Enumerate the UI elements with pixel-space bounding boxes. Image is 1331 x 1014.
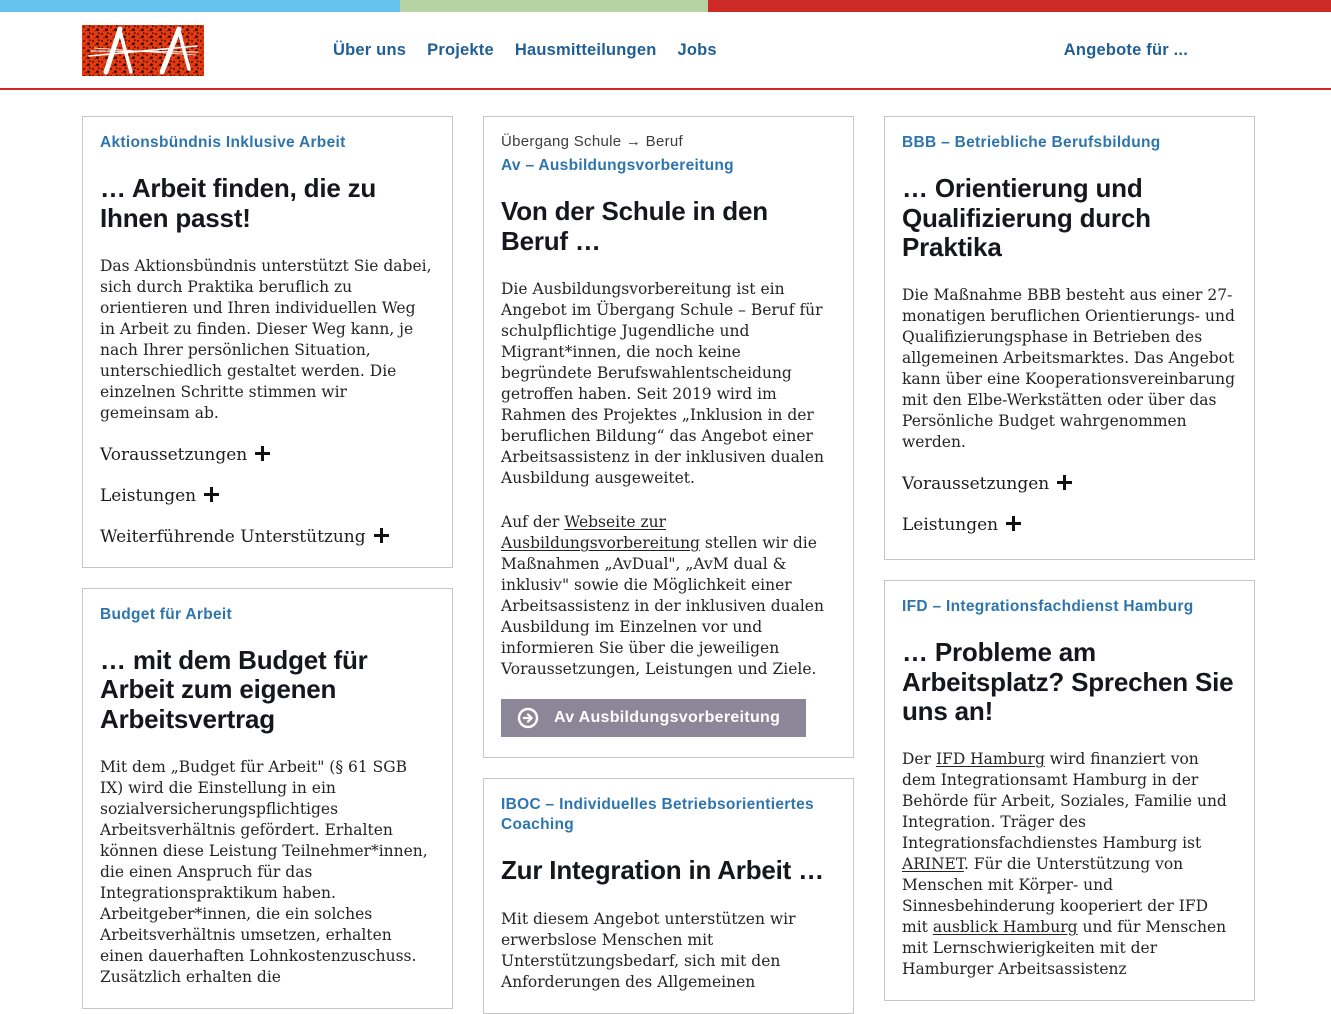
topbar-segment-red <box>708 0 1331 12</box>
accordion-toggle[interactable] <box>100 445 434 465</box>
text-run: Das Aktionsbündnis unterstützt Sie dabei, sich durch Praktika beruflich zu orientieren und Ihren individuellen Weg in Arbeit zu finden. Dieser Weg kann, je nach Ihrer persönlichen Situation, unterschiedlich gestaltet werden. Die einzelnen Schritte stimmen wir gemeinsam ab. <box>100 256 432 422</box>
card-title: BBB – Betriebliche Berufsbildung <box>902 134 1161 151</box>
program-card <box>483 778 854 1014</box>
card-kicker: Übergang Schule → Beruf <box>501 133 683 150</box>
card-column-middle <box>483 116 854 1014</box>
top-color-bar <box>0 0 1331 12</box>
accordion-list <box>100 445 434 547</box>
accordion-toggle[interactable] <box>902 474 1236 494</box>
text-run: . Für die Unterstützung von Menschen mit Körper- und Sinnesbehinderung kooperiert der IFD mit <box>902 855 1208 937</box>
plus-icon <box>204 487 219 502</box>
accordion-toggle[interactable] <box>100 486 434 506</box>
topbar-segment-blue <box>0 0 400 12</box>
cta-button[interactable] <box>501 699 806 737</box>
accordion-toggle[interactable] <box>100 527 434 547</box>
inline-link[interactable]: ARINET <box>902 855 964 874</box>
plus-icon <box>1006 516 1021 531</box>
arrow-circle-icon <box>517 707 539 729</box>
program-card <box>82 588 453 1009</box>
cta-label: Av Ausbildungsvorbereitung <box>554 708 781 726</box>
accordion-label: Voraussetzungen <box>902 474 1050 495</box>
nav-item-projekte[interactable]: Projekte <box>427 40 494 59</box>
plus-icon <box>374 528 389 543</box>
card-heading: Von der Schule in den Beruf … <box>501 196 768 256</box>
site-header <box>0 12 1331 90</box>
card-paragraph <box>902 749 1236 980</box>
card-column-left <box>82 116 453 1009</box>
card-paragraph <box>501 279 835 489</box>
nav-item-ueber-uns[interactable]: Über uns <box>333 40 407 59</box>
text-run: Die Ausbildungsvorbereitung ist ein Angebot im Übergang Schule – Beruf für schulpflichtige Jugendliche und Migrant*innen, die noch keine begründete Berufswahlentscheidung getroffen haben. Seit 2019 wird im Rahmen des Projektes „Inklusion in der beruflichen Bildung“ das Angebot einer Arbeitsassistenz in der inklusiven dualen Ausbildung ausgeweitet. <box>501 279 824 487</box>
card-heading: … Arbeit finden, die zu Ihnen passt! <box>100 173 377 233</box>
plus-icon <box>255 446 270 461</box>
card-heading: … Probleme am Arbeitsplatz? Sprechen Sie uns an! <box>902 637 1234 726</box>
accordion-label: Leistungen <box>902 515 999 536</box>
card-heading: Zur Integration in Arbeit … <box>501 855 824 886</box>
inline-link[interactable]: Webseite zur Ausbildungsvorbereitung <box>501 512 700 552</box>
card-column-right <box>884 116 1255 1001</box>
text-run: Die Maßnahme BBB besteht aus einer 27-monatigen beruflichen Orientierungs- und Qualifizierungsphase in Betrieben des allgemeinen Arbeitsmarktes. Das Angebot kann über eine Kooperationsvereinbarung mit den Elbe-Werkstätten oder über das Persönliche Budget wahrgenommen werden. <box>902 286 1236 452</box>
card-title: Budget für Arbeit <box>100 605 232 623</box>
text-run: und für Menschen mit Lernschwierigkeiten mit der Hamburger Arbeitsassistenz <box>902 918 1227 979</box>
accordion-list <box>902 474 1236 535</box>
card-heading: … mit dem Budget für Arbeit zum eigenen Arbeitsvertrag <box>100 645 368 734</box>
text-run: Der <box>902 750 936 769</box>
accordion-label: Weiterführende Unterstützung <box>100 526 366 547</box>
text-run: wird finanziert von dem Integrationsamt Hamburg in der Behörde für Arbeit, Soziales, Familie und Integration. Träger des Integrationsfachdienstes Hamburg ist <box>902 750 1227 853</box>
program-card <box>884 116 1255 560</box>
card-title: Av – Ausbildungsvorbereitung <box>501 157 734 174</box>
text-run: Mit dem „Budget für Arbeit" (§ 61 SGB IX) wird die Einstellung in ein sozialversicherungspflichtiges Arbeitsverhältnis gefördert. Erhalten können diese Leistung Teilnehmer*innen, die einen Anspruch für das Integrationspraktikum haben. Arbeitgeber*innen, die ein solches Arbeitsverhältnis umsetzen, erhalten einen dauerhaften Lohnkostenzuschuss. Zusätzlich erhalten die <box>100 758 428 987</box>
card-paragraph <box>100 256 434 424</box>
card-paragraph <box>902 285 1236 453</box>
main-nav <box>333 41 717 60</box>
text-run: stellen wir die Maßnahmen „AvDual", „AvM dual & inklusiv" sowie die Möglichkeit einer Arbeitsassistenz in der inklusiven dualen Ausbildung im Einzelnen vor und informieren Sie über die jeweiligen Voraussetzungen, Leistungen und Ziele. <box>501 533 824 678</box>
accordion-label: Voraussetzungen <box>100 444 248 465</box>
accordion-label: Leistungen <box>100 485 197 506</box>
program-card <box>884 580 1255 1001</box>
card-grid <box>0 90 1331 1014</box>
nav-item-hausmitteilungen[interactable]: Hausmitteilungen <box>514 40 657 59</box>
site-logo[interactable] <box>82 25 204 76</box>
program-card <box>483 116 854 758</box>
inline-link[interactable]: ausblick Hamburg <box>932 918 1078 937</box>
card-title: IFD – Integrationsfachdienst Hamburg <box>902 598 1194 615</box>
card-paragraph <box>501 909 835 993</box>
card-paragraph <box>501 512 835 680</box>
text-run: Mit diesem Angebot unterstützen wir erwerbslose Menschen mit Unterstützungsbedarf, sich mit den Anforderungen des Allgemeinen <box>501 909 796 991</box>
plus-icon <box>1057 475 1072 490</box>
card-title: IBOC – Individuelles Betriebsorientiertes Coaching <box>501 795 814 834</box>
nav-item-angebote-fuer[interactable]: Angebote für ... <box>1063 40 1188 59</box>
topbar-segment-green <box>400 0 708 12</box>
card-paragraph <box>100 757 434 988</box>
program-card <box>82 116 453 568</box>
inline-link[interactable]: IFD Hamburg <box>935 750 1045 769</box>
card-title: Aktionsbündnis Inklusive Arbeit <box>100 134 346 151</box>
text-run: Auf der <box>501 512 565 531</box>
nav-item-jobs[interactable]: Jobs <box>677 40 717 59</box>
card-heading: … Orientierung und Qualifizierung durch Praktika <box>902 173 1151 262</box>
accordion-toggle[interactable] <box>902 515 1236 535</box>
